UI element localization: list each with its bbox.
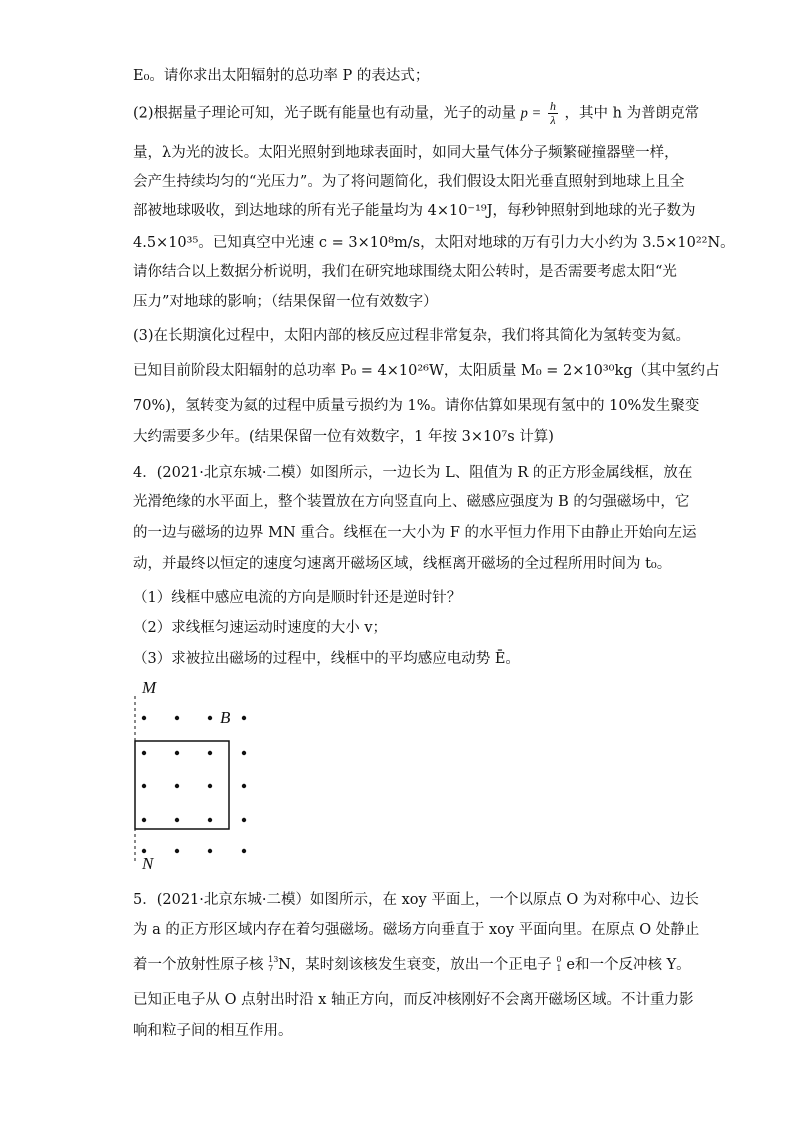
text-line-22b: N，某时刻该核发生衰变，放出一个正电子 xyxy=(278,957,552,973)
text-line-12: 大约需要多少年。(结果保留一位有效数字，1 年按 3×10⁷s 计算) xyxy=(133,429,554,445)
text-line-23: 已知正电子从 O 点射出时沿 x 轴正方向，而反冲核刚好不会离开磁场区域。不计重力影 xyxy=(133,992,694,1008)
magnetic-field-figure xyxy=(128,678,288,882)
e-mass-number: 0 xyxy=(556,955,562,964)
text-line-11: 70%)，氢转变为氦的过程中质量亏损约为 1%。请你估算如果现有氢中的 10%发生聚变 xyxy=(133,398,700,414)
text-line-3: 量，λ为光的波长。太阳光照射到地球表面时，如同大量气体分子频繁碰撞器壁一样， xyxy=(133,145,679,161)
text-line-17: （1）线框中感应电流的方向是顺时针还是逆时针？ xyxy=(133,590,462,606)
field-dots xyxy=(142,716,246,853)
n-mass-number: 13 xyxy=(268,955,279,964)
fraction-denominator: λ xyxy=(550,113,556,127)
momentum-lhs: p = xyxy=(520,105,542,122)
text-line-18: （2）求线框匀速运动时速度的大小 v； xyxy=(133,620,388,636)
label-N: N xyxy=(142,854,154,873)
text-line-22c: e和一个反冲核 Y。 xyxy=(566,957,691,973)
text-line-22a: 着一个放射性原子核 xyxy=(133,957,264,973)
nitrogen-nuclide-numbers xyxy=(268,955,278,975)
e-charge-number: 1 xyxy=(556,964,562,973)
momentum-fraction xyxy=(548,100,558,127)
text-line-19: （3）求被拉出磁场的过程中，线框中的平均感应电动势 Ē。 xyxy=(133,651,520,667)
text-line-2 xyxy=(133,100,699,127)
square-frame xyxy=(135,741,229,829)
text-line-24: 响和粒子间的相互作用。 xyxy=(133,1023,293,1039)
text-line-2a: (2)根据量子理论可知，光子既有能量也有动量，光子的动量 xyxy=(133,105,517,122)
text-line-22 xyxy=(133,955,691,975)
positron-nuclide-numbers xyxy=(556,955,566,975)
text-line-13: 4．(2021·北京东城·二模）如图所示，一边长为 L、阻值为 R 的正方形金属线框，放在 xyxy=(133,465,693,481)
text-line-20: 5．(2021·北京东城·二模）如图所示，在 xoy 平面上，一个以原点 O 为对称中心、边长 xyxy=(133,892,699,908)
text-line-8: 压力”对地球的影响；（结果保留一位有效数字） xyxy=(133,294,438,310)
text-line-9: (3)在长期演化过程中，太阳内部的核反应过程非常复杂，我们将其简化为氢转变为氦。 xyxy=(133,328,691,344)
text-line-7: 请你结合以上数据分析说明，我们在研究地球围绕太阳公转时，是否需要考虑太阳“光 xyxy=(133,264,677,280)
text-line-2b: ，其中 h 为普朗克常 xyxy=(564,105,700,122)
text-line-5: 部被地球吸收，到达地球的所有光子能量均为 4×10⁻¹⁹J，每秒钟照射到地球的光子数为 xyxy=(133,203,696,219)
text-line-10: 已知目前阶段太阳辐射的总功率 P₀ = 4×10²⁶W，太阳质量 M₀ = 2×10³⁰kg（其中氢约占 xyxy=(133,363,720,379)
text-line-15: 的一边与磁场的边界 MN 重合。线框在一大小为 F 的水平恒力作用下由静止开始向左运 xyxy=(133,525,697,541)
label-M: M xyxy=(142,678,157,697)
text-line-1: E₀。请你求出太阳辐射的总功率 P 的表达式； xyxy=(133,68,430,84)
n-charge-number: 7 xyxy=(268,964,274,973)
text-line-4: 会产生持续均匀的“光压力”。为了将问题简化，我们假设太阳光垂直照射到地球上且全 xyxy=(133,174,685,190)
label-B: B xyxy=(220,708,231,727)
text-line-16: 动，并最终以恒定的速度匀速离开磁场区域，线框离开磁场的全过程所用时间为 t₀。 xyxy=(133,556,672,572)
figure-svg xyxy=(128,678,288,878)
text-line-14: 光滑绝缘的水平面上，整个装置放在方向竖直向上、磁感应强度为 B 的匀强磁场中，它 xyxy=(133,494,690,510)
text-line-21: 为 a 的正方形区域内存在着匀强磁场。磁场方向垂直于 xoy 平面向里。在原点 O 处静止 xyxy=(133,922,700,938)
text-line-6: 4.5×10³⁵。已知真空中光速 c = 3×10⁸m/s，太阳对地球的万有引力大小约为 3.5×10²²N。 xyxy=(133,235,735,251)
fraction-numerator: h xyxy=(549,99,556,113)
